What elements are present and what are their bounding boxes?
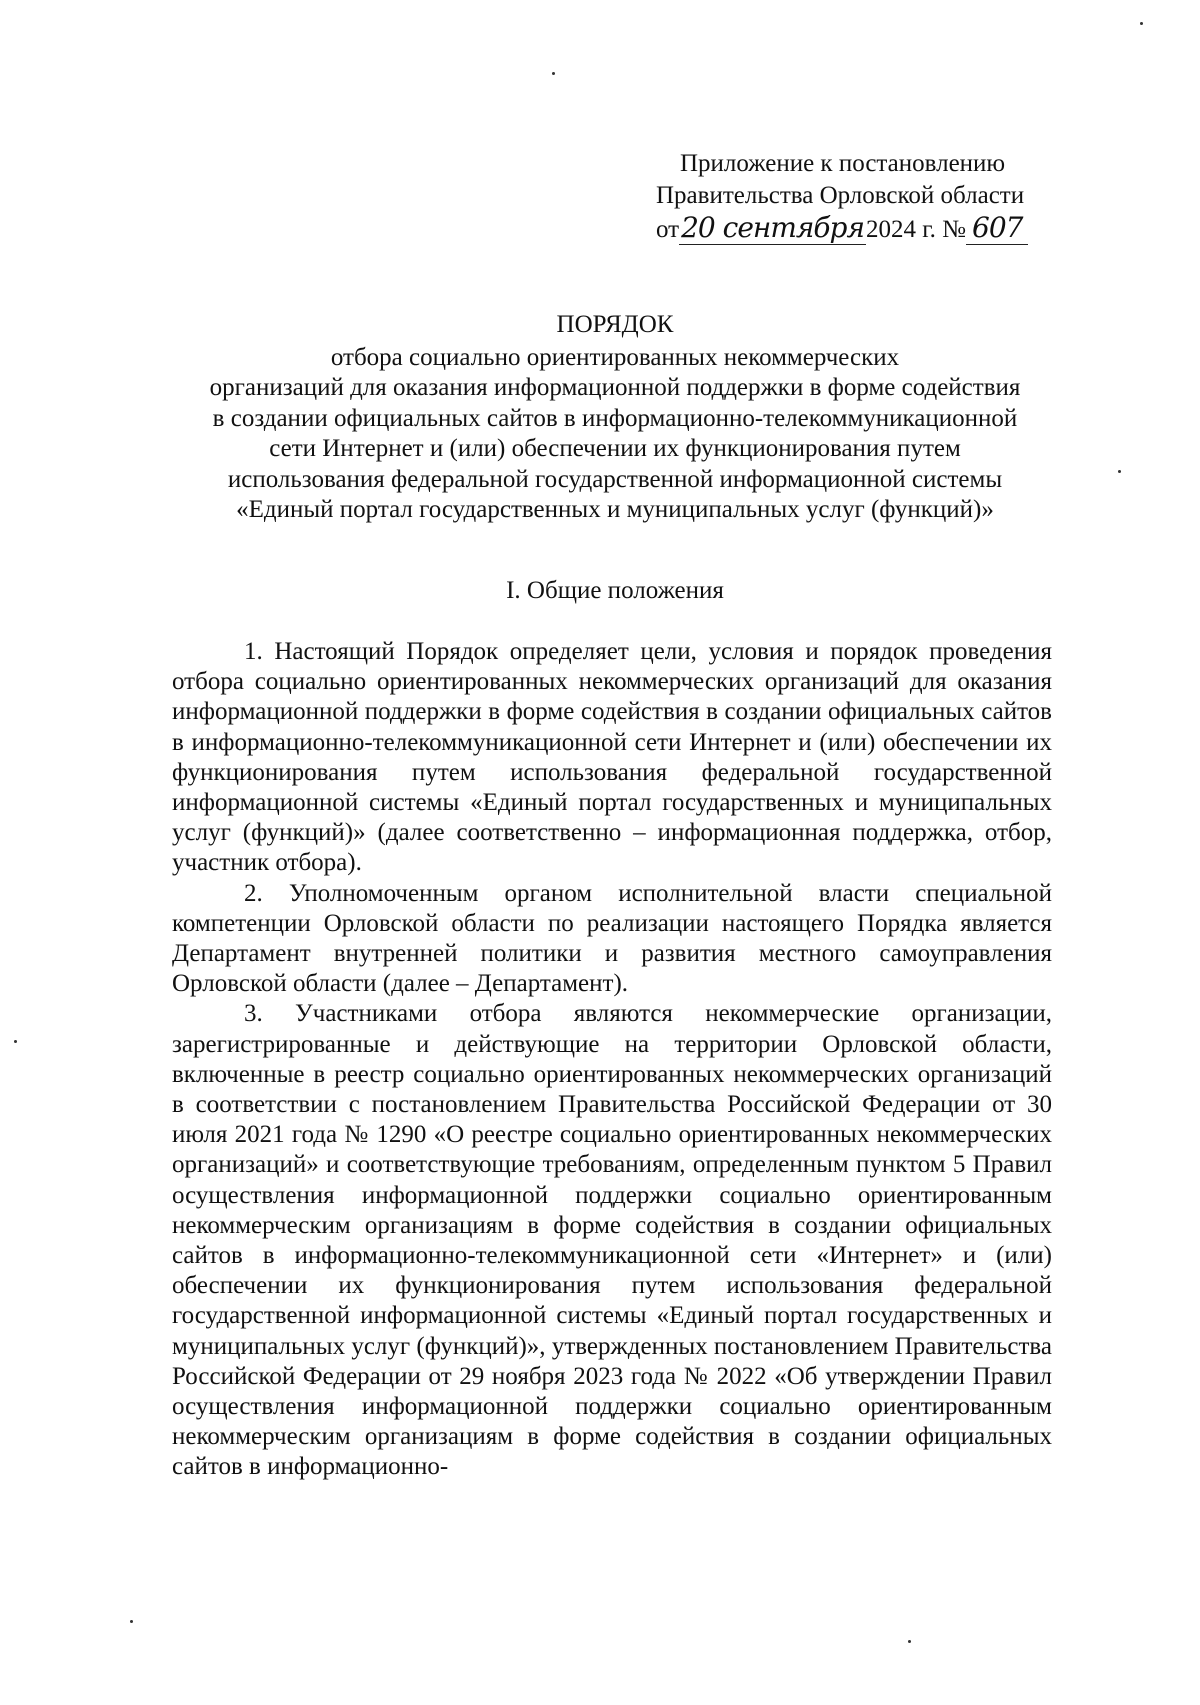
paragraph-2: 2. Уполномоченным органом исполнительной власти специальной компетенции Орловской области по реализации настоящего Порядка является Департамент внутренней политики и развития местного самоуправления Орловской области (далее – Департамент). [172, 879, 1052, 998]
scan-speck [1118, 470, 1121, 473]
handwritten-number: 607 [966, 211, 1028, 245]
scan-speck [552, 72, 555, 75]
subtitle-line: в создании официальных сайтов в информационно-телекоммуникационной [212, 404, 1018, 432]
document-title-block [150, 310, 1080, 526]
appendix-header [656, 148, 1028, 246]
subtitle-line: «Единый портал государственных и муниципальных услуг (функций)» [236, 496, 994, 523]
subtitle-line: использования федеральной государственной информационной системы [227, 465, 1003, 493]
appendix-line-1: Приложение к постановлению [680, 150, 1006, 177]
scan-speck [908, 1640, 911, 1643]
subtitle-line: организаций для оказания информационной поддержки в форме содействия [209, 374, 1021, 401]
scan-speck [14, 1040, 17, 1043]
scan-speck [1140, 22, 1143, 25]
subtitle-line: сети Интернет и (или) обеспечении их функционирования путем [269, 435, 961, 462]
year-text: 2024 г. № [865, 216, 967, 243]
date-prefix: от [656, 216, 680, 243]
paragraph-3: 3. Участниками отбора являются некоммерческие организации, зарегистрированные и действующие на территории Орловской области, включенные в реестр социально ориентированных некоммерческих организаций в соответствии с постановлением Правительства Российской Федерации от 30 июля 2021 года № 1290 «О реестре социально ориентированных некоммерческих организаций» и соответствующие требованиям, определенным пунктом 5 Правил осуществления информационной поддержки социально ориентированным некоммерческим организациям в форме содействия в создании официальных сайтов в информационно-телекоммуникационной сети «Интернет» и (или) обеспечении их функционирования путем использования федеральной государственной информационной системы «Единый портал государственных и муниципальных услуг (функций)», утвержденных постановлением Правительства Российской Федерации от 29 ноября 2023 года № 2022 «Об утверждении Правил осуществления информационной поддержки социально ориентированным некоммерческим организациям в форме содействия в создании официальных сайтов в информационно- [172, 1000, 1052, 1481]
section-heading: I. Общие положения [506, 577, 724, 604]
handwritten-date: 20 сентября [681, 211, 864, 244]
document-title: ПОРЯДОК [556, 311, 674, 338]
subtitle-line: отбора социально ориентированных некоммерческих [330, 343, 900, 371]
appendix-date-line [656, 212, 1028, 246]
appendix-line-2: Правительства Орловской области [656, 182, 1025, 209]
scan-speck [130, 1620, 133, 1623]
body-text [172, 637, 1052, 1483]
paragraph-1: 1. Настоящий Порядок определяет цели, условия и порядок проведения отбора социально ориентированных некоммерческих организаций для оказания информационной поддержки в форме содействия в создании официальных сайтов в информационно-телекоммуникационной сети Интернет и (или) обеспечении их функционирования путем использования федеральной государственной информационной системы «Единый портал государственных и муниципальных услуг (функций)» (далее соответственно – информационная поддержка, отбор, участник отбора). [172, 638, 1052, 877]
